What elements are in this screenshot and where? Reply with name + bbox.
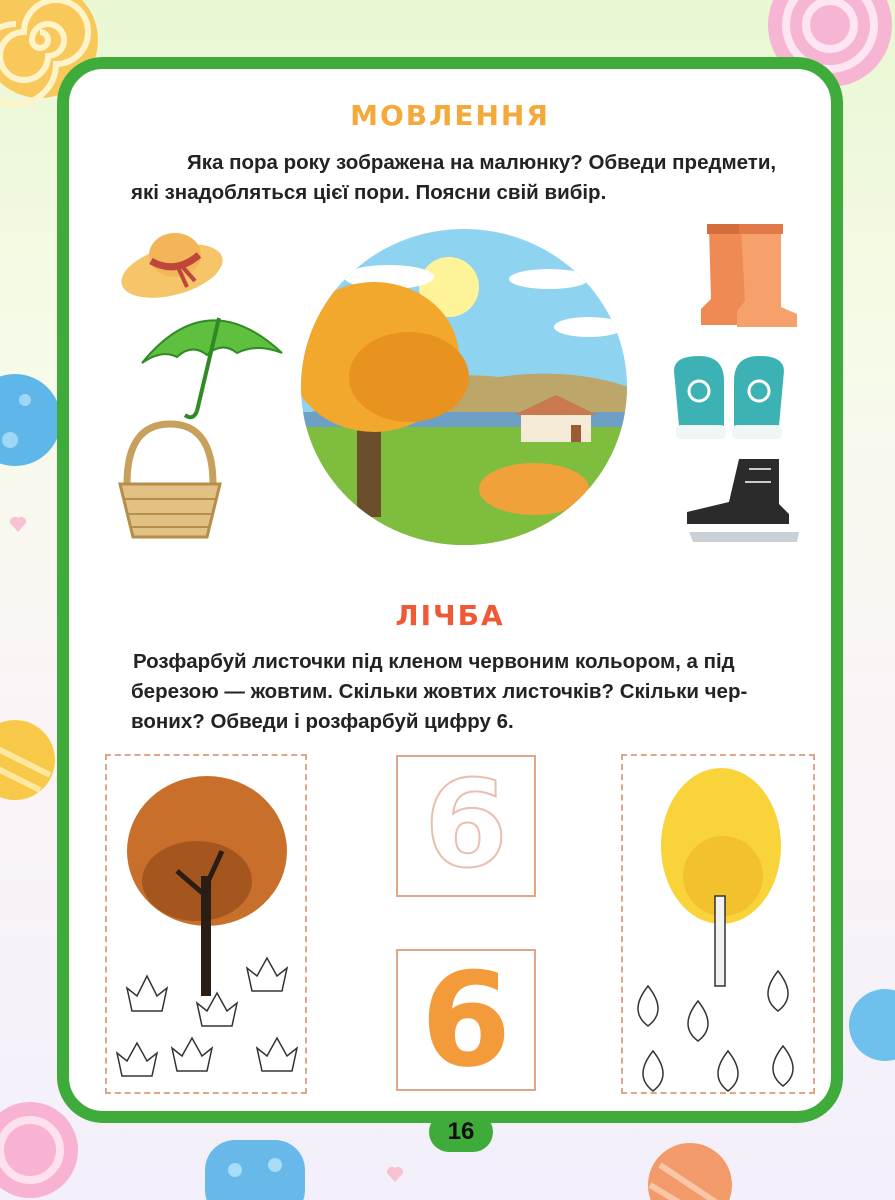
birch-tree-box <box>621 754 815 1094</box>
hat-icon[interactable] <box>117 215 227 300</box>
heart-decoration <box>8 515 28 533</box>
color-digit-box[interactable] <box>396 944 536 1096</box>
umbrella-icon[interactable] <box>137 293 287 423</box>
speech-task-text <box>131 148 811 208</box>
color-digit[interactable]: 6 <box>420 944 512 1096</box>
mittens-icon[interactable] <box>664 351 794 446</box>
candy-decoration-bottom-right <box>640 1135 740 1200</box>
worksheet-card <box>57 57 843 1145</box>
candy-decoration-right-blue <box>845 985 895 1065</box>
basket-icon[interactable] <box>115 419 225 544</box>
counting-task-text <box>131 647 811 737</box>
page-number: 16 <box>429 1112 493 1152</box>
birch-leaves-outline[interactable] <box>623 956 813 1092</box>
autumn-landscape-picture <box>299 227 629 547</box>
heart-decoration <box>385 1165 405 1183</box>
task-line: Яка пора року зображена на малюнку? Обведи предмети, <box>187 151 777 174</box>
section-title-counting: ЛІЧБА <box>395 599 505 632</box>
task-line: воних? Обведи і розфарбуй цифру 6. <box>131 710 514 733</box>
trace-digit[interactable]: 6 <box>424 756 508 895</box>
maple-tree-box <box>105 754 307 1094</box>
rubber-boots-icon[interactable] <box>689 219 809 334</box>
candy-decoration-left-yellow <box>0 715 60 805</box>
trace-digit-box[interactable] <box>396 755 536 897</box>
task-line: Розфарбуй листочки під кленом червоним кольором, а під <box>133 650 735 673</box>
candy-decoration-left-blue <box>0 360 60 480</box>
task-line: березою — жовтим. Скільки жовтих листочків? Скільки чер- <box>131 680 748 703</box>
maple-leaves-outline[interactable] <box>107 956 305 1092</box>
candy-decoration-bottom-blue <box>185 1130 325 1200</box>
task-line: які знадобляться цієї пори. Поясни свій вибір. <box>131 181 607 204</box>
section-title-speech: МОВЛЕННЯ <box>350 99 550 132</box>
ice-skate-icon[interactable] <box>679 454 804 549</box>
